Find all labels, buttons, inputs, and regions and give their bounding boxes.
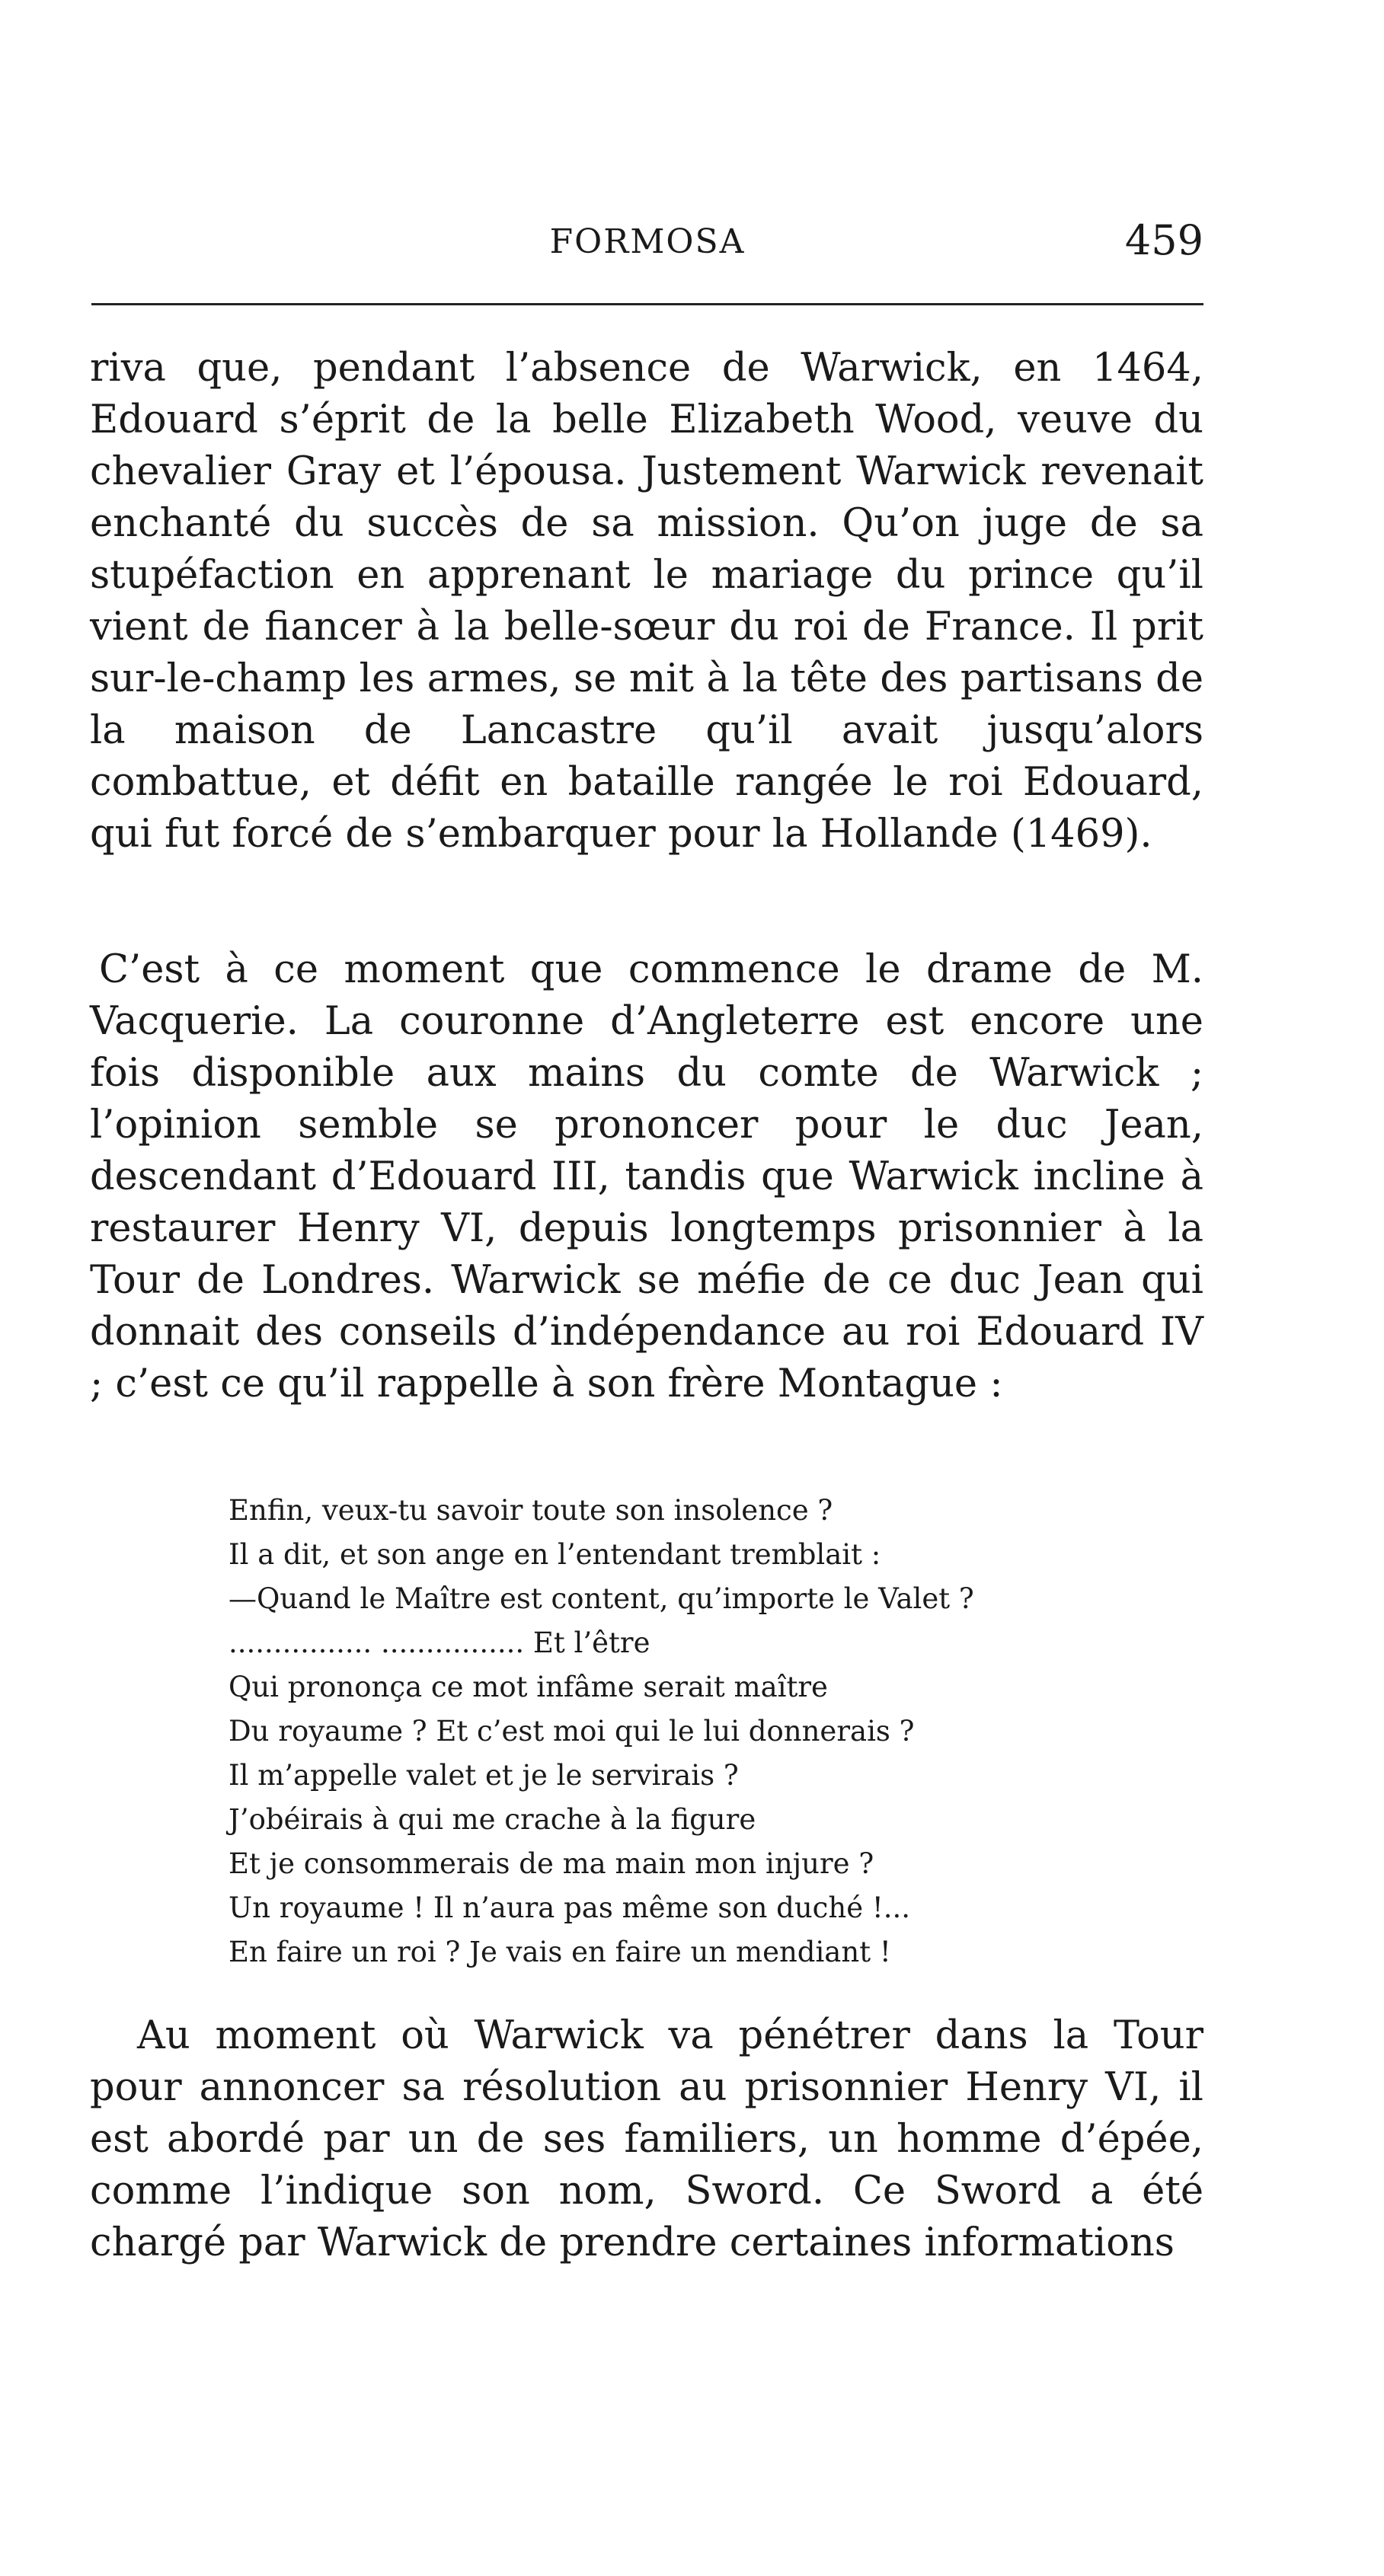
paragraph-3 (90, 2010, 1203, 2269)
verse-line: Du royaume ? Et c’est moi qui le lui donnerais ? (229, 1715, 915, 1748)
verse-line: ................ ................ Et l’être (229, 1626, 650, 1659)
verse-line: Un royaume ! Il n’aura pas même son duché !... (229, 1891, 911, 1924)
running-title: FORMOSA (549, 222, 746, 261)
paragraph-text: riva que, pendant l’absence de Warwick, en 1464, Edouard s’éprit de la belle Elizabeth Wood, veuve du chevalier Gray et l’épousa. Justement Warwick revenait enchanté du succès de sa mission. Qu’on juge de sa stupéfaction en apprenant le mariage du prince qu’il vient de fiancer à la belle-sœur du roi de France. Il prit sur-le-champ les armes, se mit à la tête des partisans de la maison de Lancastre qu’il avait jusqu’alors combattue, et défit en bataille rangée le roi Edouard, qui fut forcé de s’embarquer pour la Hollande (1469). (90, 346, 1203, 857)
verse-line: En faire un roi ? Je vais en faire un mendiant ! (229, 1936, 891, 1968)
verse-line: Il a dit, et son ange en l’entendant tremblait : (229, 1538, 881, 1571)
paragraph-text: C’est à ce moment que commence le drame de M. Vacquerie. La couronne d’Angleterre est encore une fois disponible aux mains du comte de Warwick ; l’opinion semble se prononcer pour le duc Jean, descendant d’Edouard III, tandis que Warwick incline à restaurer Henry VI, depuis longtemps prisonnier à la Tour de Londres. Warwick se méfie de ce duc Jean qui donnait des conseils d’indépendance au roi Edouard IV ; c’est ce qu’il rappelle à son frère Montague : (90, 947, 1203, 1406)
paragraph-text: Au moment où Warwick va pénétrer dans la Tour pour annoncer sa résolution au prisonnier Henry VI, il est abordé par un de ses familiers, un homme d’épée, comme l’indique son nom, Sword. Ce Sword a été chargé par Warwick de prendre certaines informations (90, 2013, 1203, 2265)
verse-line: Qui prononça ce mot infâme serait maître (229, 1671, 828, 1703)
verse-quotation (229, 1489, 1143, 1974)
verse-line: Il m’appelle valet et je le servirais ? (229, 1759, 739, 1792)
header-rule (91, 303, 1203, 305)
verse-line: Et je consommerais de ma main mon injure ? (229, 1847, 874, 1880)
paragraph-2 (90, 944, 1203, 1410)
paragraph-1 (90, 343, 1203, 860)
verse-line: J’obéirais à qui me crache à la figure (229, 1803, 756, 1836)
page-header (91, 216, 1203, 268)
page-number: 459 (1124, 216, 1203, 264)
verse-line: —Quand le Maître est content, qu’importe le Valet ? (229, 1582, 974, 1615)
verse-line: Enfin, veux-tu savoir toute son insolence ? (229, 1494, 833, 1527)
